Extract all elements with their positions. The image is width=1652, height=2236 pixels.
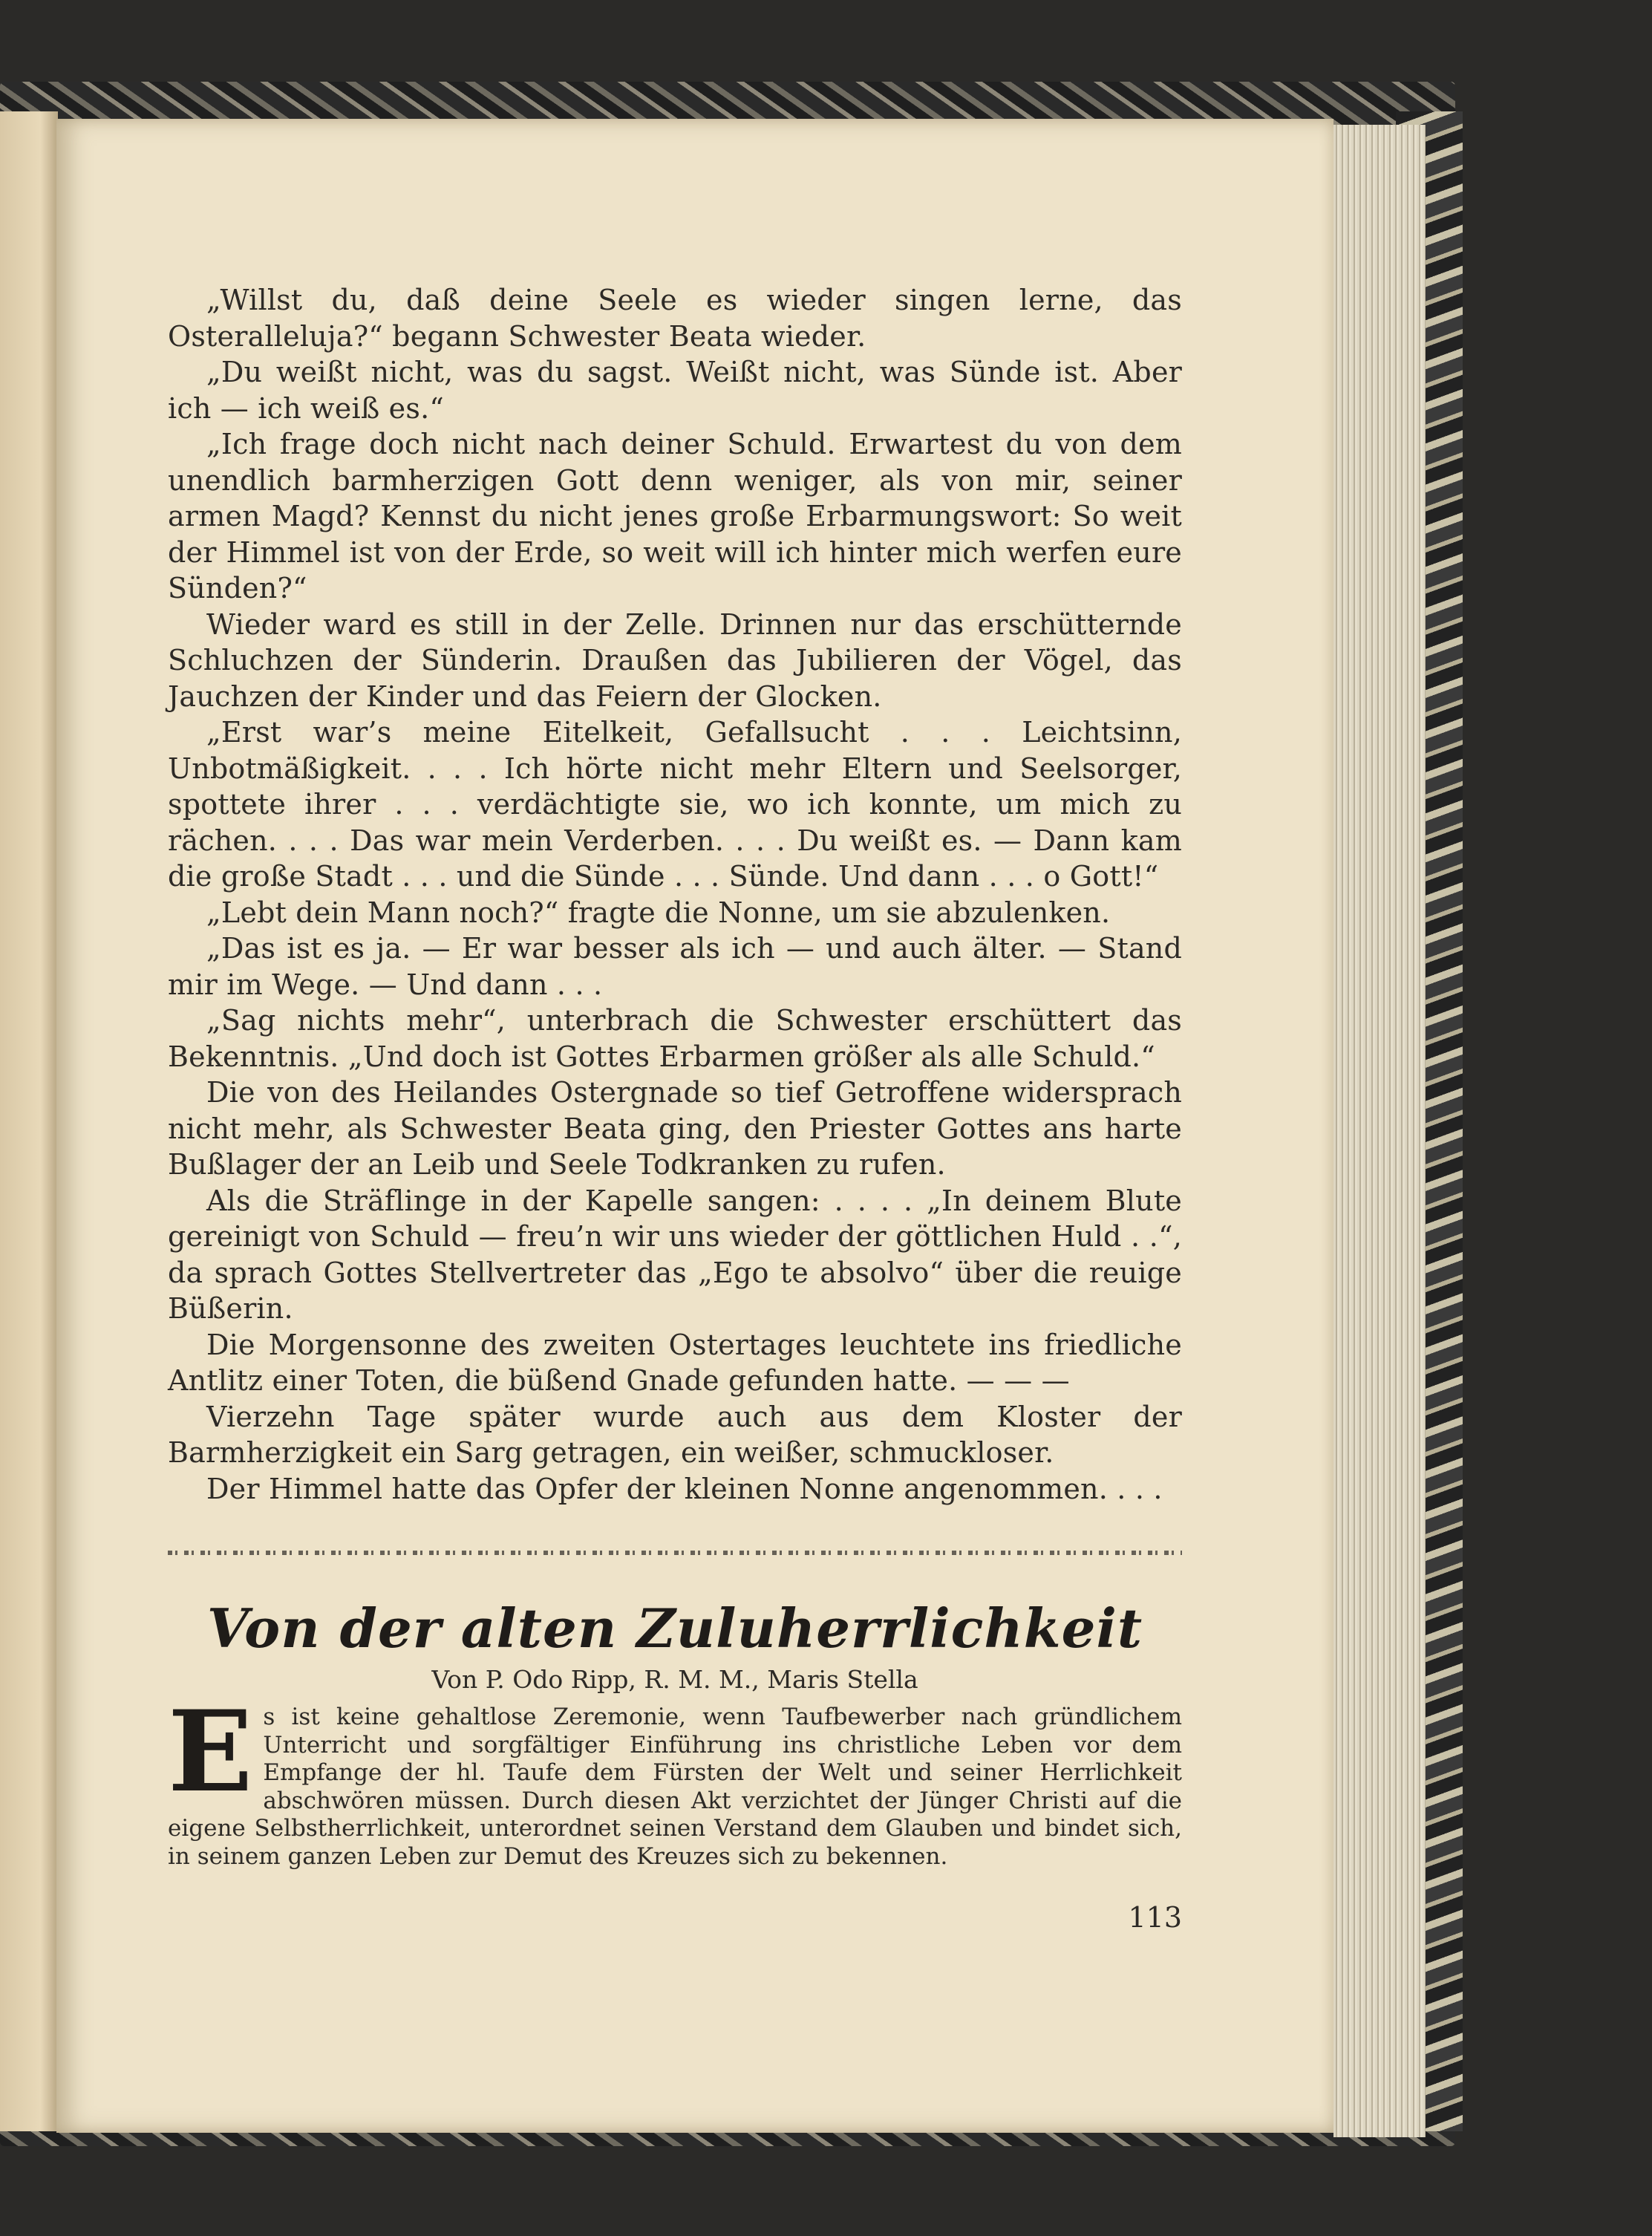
paragraph: Als die Sträflinge in der Kapelle sangen: . . . . „In deinem Blute gereinigt von Schuld — freu’n wir uns wieder der göttlichen Huld . .“, da sprach Gottes Stellvertreter das „Ego te absolvo“ über die reuige Büßerin.: [168, 1184, 1182, 1325]
paragraph: „Du weißt nicht, was du sagst. Weißt nicht, was Sünde ist. Aber ich — ich weiß es.“: [168, 356, 1182, 425]
paragraph: „Willst du, daß deine Seele es wieder singen lerne, das Osteralleluja?“ begann Schwester Beata wieder.: [168, 284, 1182, 353]
article-byline: Von P. Odo Ripp, R. M. M., Maris Stella: [431, 1665, 918, 1694]
paragraph: „Erst war’s meine Eitelkeit, Gefallsucht . . . Leichtsinn, Unbotmäßigkeit. . . . Ich hörte nicht mehr Eltern und Seelsorger, spottete ihrer . . . verdächtigte sie, wo ich konnte, um mich zu rächen. . . . Das war mein Verderben. . . . Du weißt es. — Dann kam die große Stadt . . . und die Sünde . . . Sünde. Und dann . . . o Gott!“: [168, 716, 1182, 893]
paragraph: „Ich frage doch nicht nach deiner Schuld. Erwartest du von dem unendlich barmherzigen Gott denn weniger, als von mir, seiner armen Magd? Kennst du nicht jenes große Erbarmungswort: So weit der Himmel ist von der Erde, so weit will ich hinter mich werfen eure Sünden?“: [168, 428, 1182, 604]
paragraph: Der Himmel hatte das Opfer der kleinen Nonne angenommen. . . .: [206, 1472, 1163, 1505]
paragraph: Die Morgensonne des zweiten Ostertages leuchtete ins friedliche Antlitz einer Toten, die büßend Gnade gefunden hatte. — — —: [168, 1328, 1182, 1397]
left-page-edge: [0, 111, 58, 2131]
paragraph: „Sag nichts mehr“, unterbrach die Schwester erschüttert das Bekenntnis. „Und doch ist Gottes Erbarmen größer als alle Schuld.“: [168, 1004, 1182, 1073]
story-text: [168, 282, 1182, 1507]
paragraph: Die von des Heilandes Ostergnade so tief Getroffene widersprach nicht mehr, als Schwester Beata ging, den Priester Gottes ans harte Bußlager der an Leib und Seele Todkranken zu rufen.: [168, 1076, 1182, 1181]
page-number: 113: [1128, 1901, 1182, 1934]
paragraph: „Lebt dein Mann noch?“ fragte die Nonne, um sie abzulenken.: [206, 896, 1111, 929]
page-stack-edge: [1333, 125, 1426, 2137]
paragraph: „Das ist es ja. — Er war besser als ich — und auch älter. — Stand mir im Wege. — Und dann . . .: [168, 932, 1182, 1001]
paragraph: Vierzehn Tage später wurde auch aus dem Kloster der Barmherzigkeit ein Sarg getragen, ein weißer, schmuckloser.: [168, 1400, 1182, 1469]
article-title: Von der alten Zuluherrlichkeit: [206, 1597, 1143, 1660]
article-text: s ist keine gehaltlose Zeremonie, wenn Taufbewerber nach gründlichem Unterricht und sorgfältiger Einführung ins christliche Leben vor dem Empfange der hl. Taufe dem Fürsten der Welt und seiner Herrlichkeit abschwören müssen. Durch diesen Akt verzichtet der Jünger Christi auf die eigene Selbstherrlichkeit, unterordnet seinen Verstand dem Glauben und bindet sich, in seinem ganzen Leben zur Demut des Kreuzes sich zu bekennen.: [168, 1704, 1182, 1870]
paragraph: Wieder ward es still in der Zelle. Drinnen nur das erschütternde Schluchzen der Sünderin. Draußen das Jubilieren der Vögel, das Jauchzen der Kinder und das Feiern der Glocken.: [168, 607, 1182, 713]
drop-cap: E: [168, 1686, 253, 1817]
article-body: [168, 1686, 1182, 1871]
